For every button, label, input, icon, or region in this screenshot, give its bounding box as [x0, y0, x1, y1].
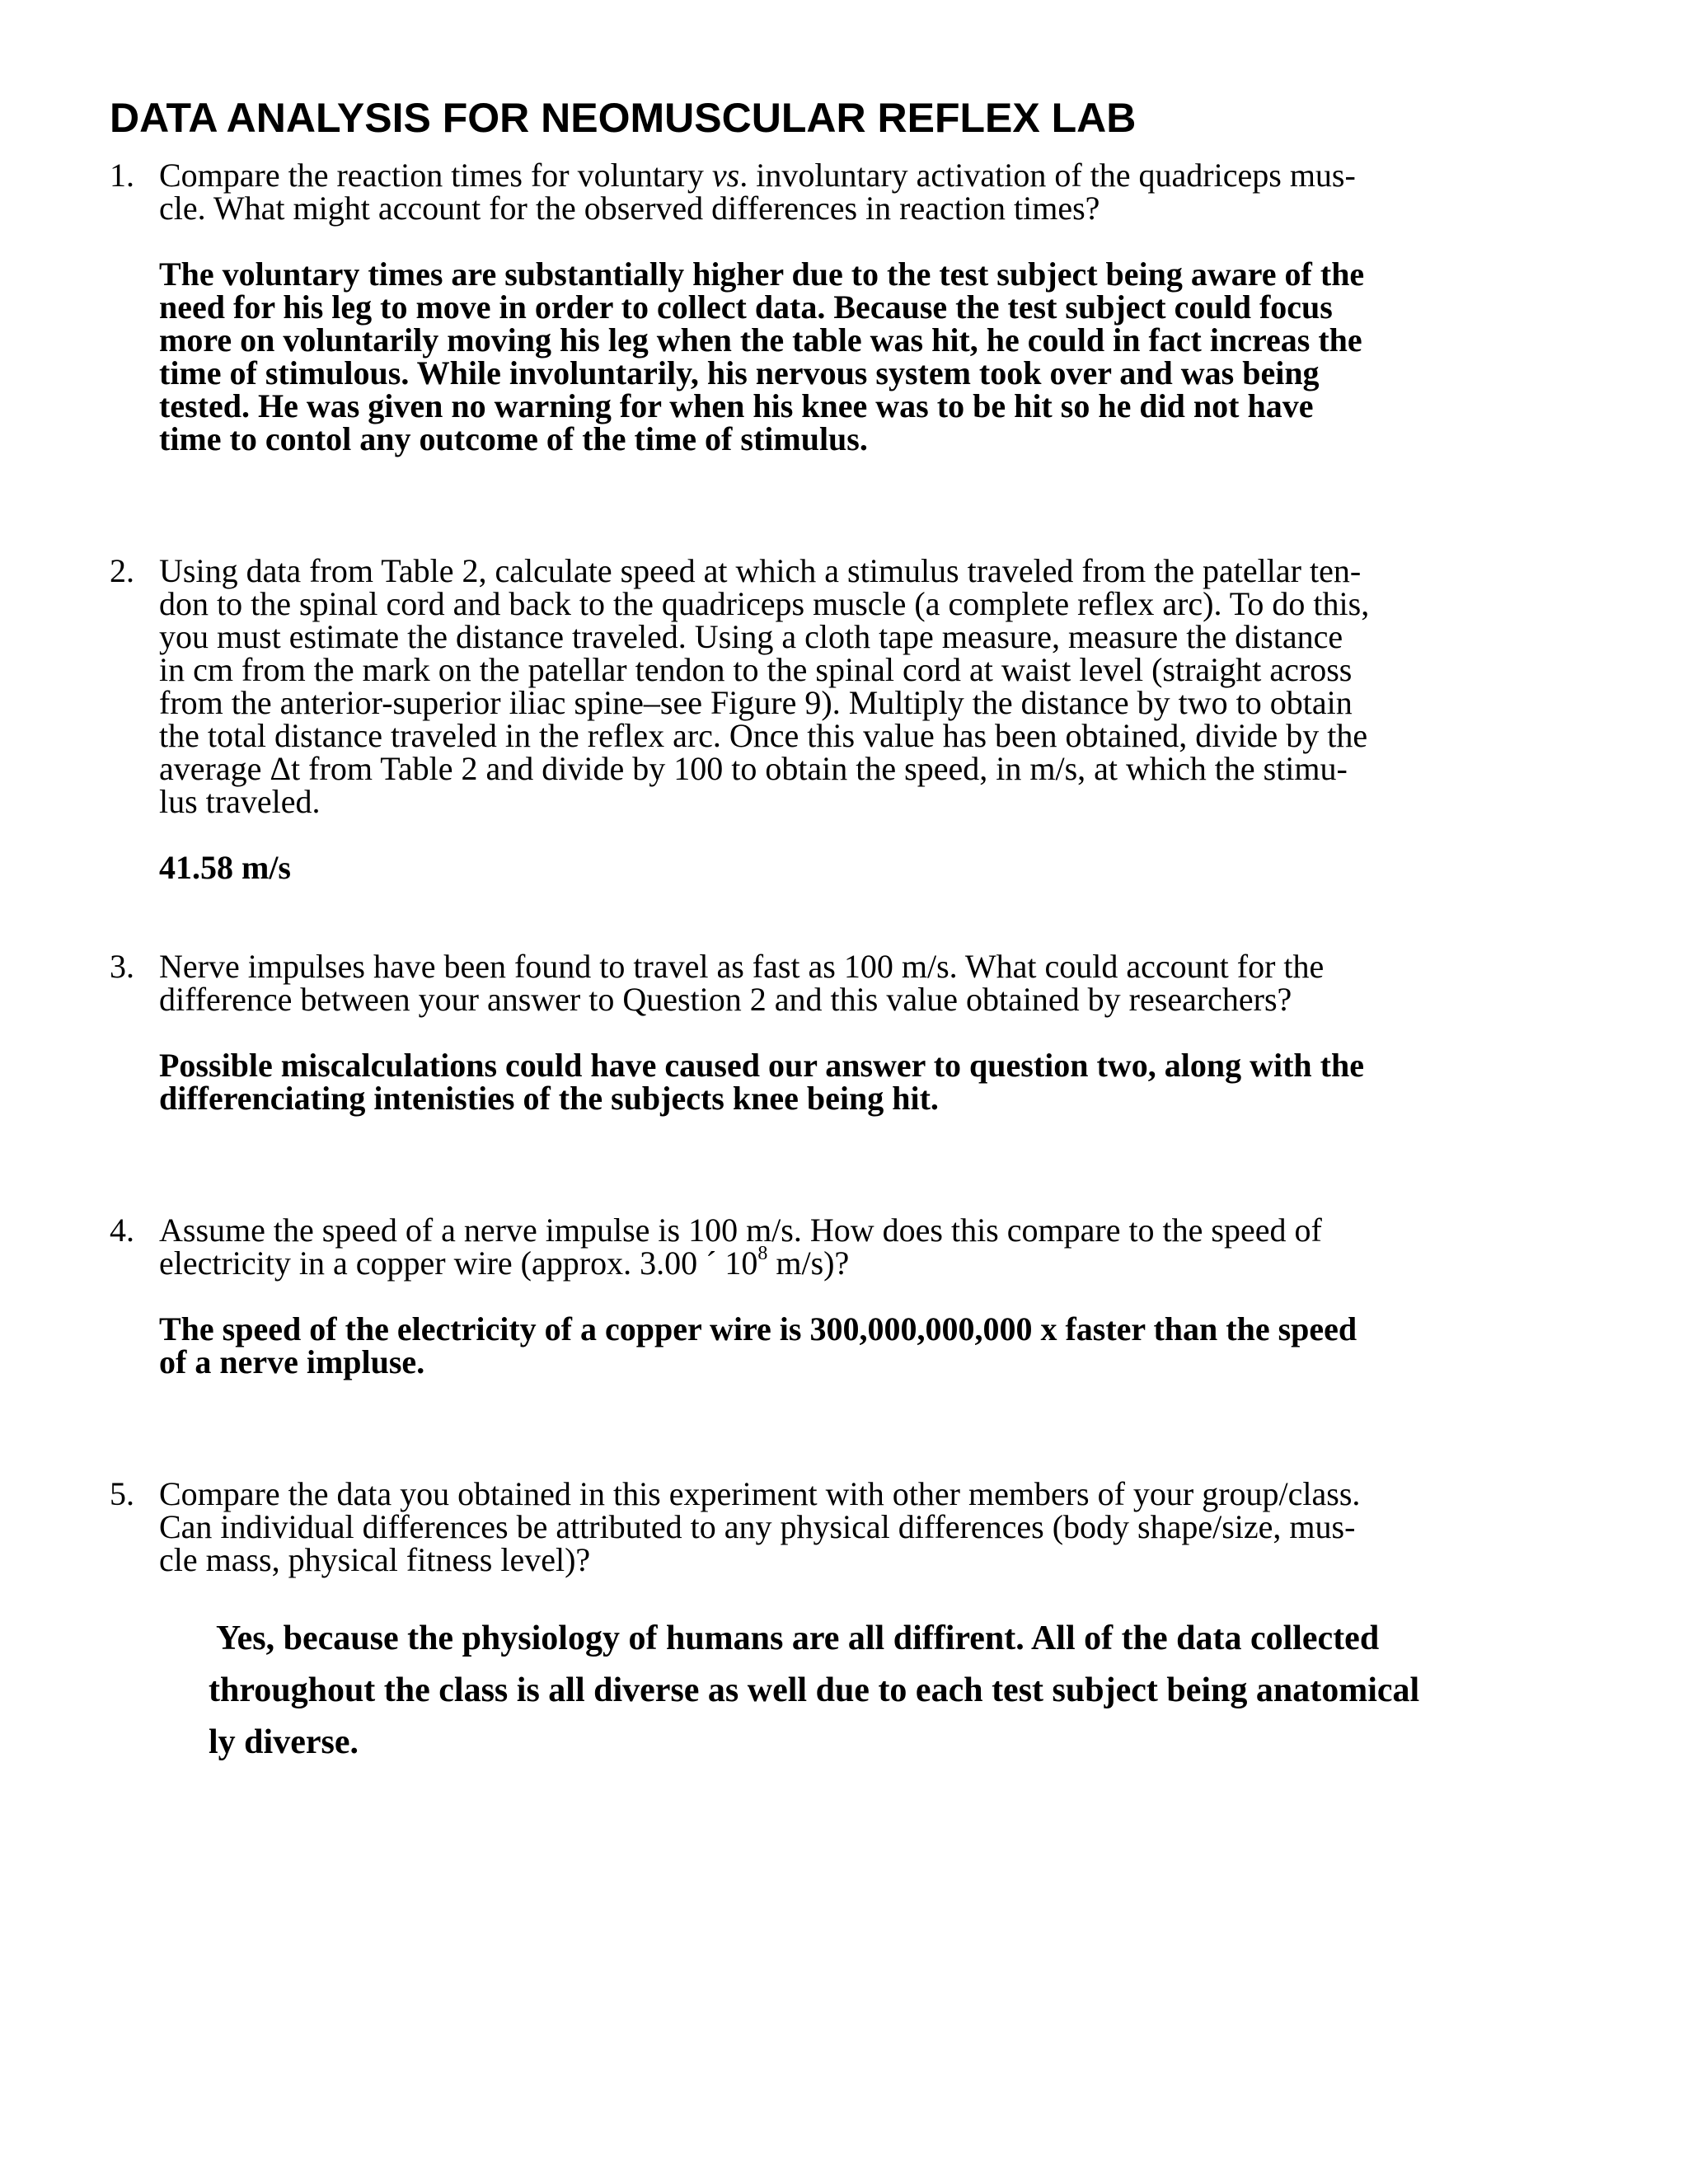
question-2-line-1: 2. Using data from Table 2, calculate speed at which a stimulus traveled from the patellar ten- — [110, 552, 1362, 589]
question-1-line-1: 1. Compare the reaction times for voluntary vs. involuntary activation of the quadriceps mus- — [110, 157, 1356, 194]
question-3-line-1: 3. Nerve impulses have been found to travel as fast as 100 m/s. What could account for the — [110, 948, 1325, 985]
answer-line: time of stimulous. While involuntarily, his nervous system took over and was being — [159, 354, 1320, 391]
answer-4 — [159, 1310, 1610, 1380]
answer-line: tested. He was given no warning for when his knee was to be hit so he did not have — [159, 387, 1314, 424]
question-3 — [110, 950, 1577, 1016]
answer-line: of a nerve impluse. — [159, 1343, 425, 1380]
question-5-line-2: Can individual differences be attributed to any physical differences (body shape/size, mus- — [159, 1508, 1356, 1545]
answer-line: 41.58 m/s — [159, 849, 291, 886]
question-2-line-2: don to the spinal cord and back to the quadriceps muscle (a complete reflex arc). To do this, — [159, 585, 1370, 622]
answer-2 — [159, 851, 1610, 884]
page-title: DATA ANALYSIS FOR NEOMUSCULAR REFLEX LAB — [110, 95, 1137, 141]
question-1-line-2: cle. What might account for the observed differences in reaction times? — [159, 190, 1100, 227]
question-2-line-5: from the anterior-superior iliac spine–see Figure 9). Multiply the distance by two to obtain — [159, 684, 1353, 721]
question-number: 5. — [110, 1475, 134, 1512]
question-4 — [110, 1214, 1577, 1280]
question-4-line-1: 4. Assume the speed of a nerve impulse is 100 m/s. How does this compare to the speed of — [110, 1212, 1322, 1249]
answer-line: throughout the class is all diverse as well due to each test subject being anatomical — [209, 1671, 1420, 1709]
answer-line: time to contol any outcome of the time of stimulus. — [159, 420, 868, 457]
question-4-line-2: electricity in a copper wire (approx. 3.00 ´ $10^8$ m/s)? — [159, 1243, 850, 1282]
answer-line: more on voluntarily moving his leg when the table was hit, he could in fact increas the — [159, 321, 1362, 359]
question-2-line-3: you must estimate the distance traveled. Using a cloth tape measure, measure the distance — [159, 618, 1343, 655]
answer-3 — [159, 1049, 1610, 1115]
answer-line: need for his leg to move in order to collect data. Because the test subject could focus — [159, 288, 1333, 326]
question-5-line-1: 5. Compare the data you obtained in this experiment with other members of your group/class. — [110, 1475, 1361, 1512]
question-2-line-7: average Δt from Table 2 and divide by 100 to obtain the speed, in m/s, at which the stimu- — [159, 750, 1348, 787]
question-number: 1. — [110, 157, 134, 194]
question-5 — [110, 1475, 1577, 1578]
answer-5 — [209, 1613, 1610, 1769]
answer-line: Possible miscalculations could have caused our answer to question two, along with the — [159, 1047, 1364, 1084]
question-2-line-8: lus traveled. — [159, 783, 321, 820]
answer-line: The voluntary times are substantially higher due to the test subject being aware of the — [159, 255, 1365, 293]
question-number: 3. — [110, 948, 134, 985]
question-number: 4. — [110, 1212, 134, 1249]
answer-line: ly diverse. — [209, 1723, 359, 1761]
question-number: 2. — [110, 552, 134, 589]
question-2 — [110, 552, 1577, 820]
question-1 — [110, 159, 1577, 225]
question-3-line-2: difference between your answer to Question 2 and this value obtained by researchers? — [159, 981, 1292, 1018]
answer-line: The speed of the electricity of a copper wire is 300,000,000,000 x faster than the speed — [159, 1310, 1357, 1347]
answer-line: differenciating intenisties of the subjects knee being hit. — [159, 1080, 939, 1117]
question-5-line-3: cle mass, physical fitness level)? — [159, 1541, 591, 1578]
answer-1 — [159, 255, 1610, 457]
question-2-line-6: the total distance traveled in the reflex arc. Once this value has been obtained, divide by the — [159, 717, 1368, 754]
question-2-line-4: in cm from the mark on the patellar tendon to the spinal cord at waist level (straight across — [159, 651, 1353, 688]
answer-line: Yes, because the physiology of humans are all diffirent. All of the data collected — [209, 1619, 1380, 1657]
